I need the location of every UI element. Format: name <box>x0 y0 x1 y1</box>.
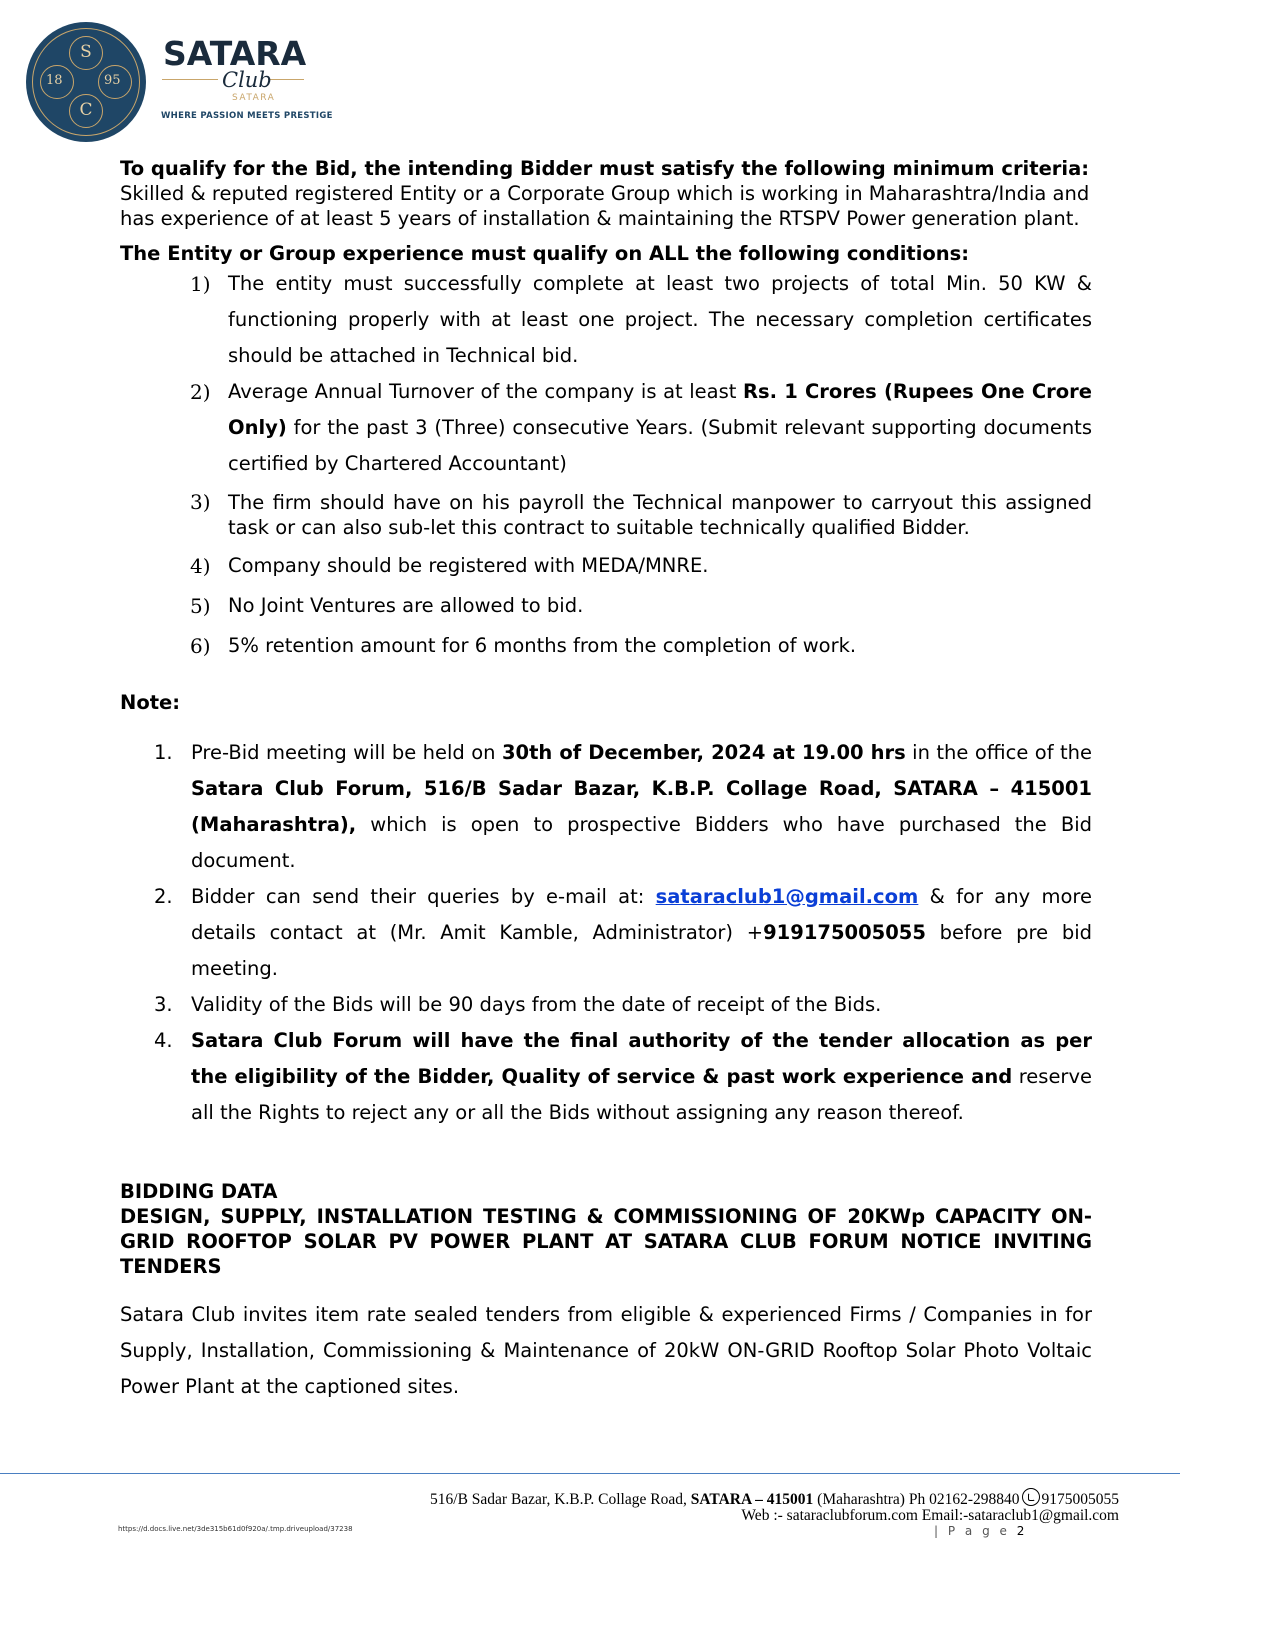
condition-item <box>120 588 1092 624</box>
conditions-heading: The Entity or Group experience must qualify on ALL the following conditions: <box>120 242 970 265</box>
condition-text: No Joint Ventures are allowed to bid. <box>228 594 584 617</box>
logo-year-right: 95 <box>104 73 121 88</box>
logo-title: SATARA <box>163 34 307 73</box>
condition-text: Company should be registered with MEDA/MNRE. <box>228 554 709 577</box>
condition-item <box>120 266 1092 374</box>
footer-file-path: https://d.docs.live.net/3de315b61d0f920a/.tmp.driveupload/37238 <box>118 1525 353 1533</box>
note-item <box>120 879 1092 987</box>
authority-statement: Satara Club Forum will have the final authority of the tender allocation as per the eligibility of the Bidder, Quality of service & past work experience and <box>191 1028 1092 1088</box>
note-number: 3. <box>154 992 173 1016</box>
logo-emblem <box>26 22 146 142</box>
criteria-heading: To qualify for the Bid, the intending Bidder must satisfy the following minimum criteria: <box>120 157 1090 180</box>
page-number <box>934 1524 1027 1538</box>
footer-city-pin: SATARA – 415001 <box>690 1491 814 1508</box>
email-link[interactable]: sataraclub1@gmail.com <box>655 884 919 908</box>
note-text: Bidder can send their queries by e-mail at: <box>191 884 656 908</box>
page-number-value: 2 <box>1016 1524 1028 1538</box>
bidding-heading-block <box>120 1179 1092 1279</box>
whatsapp-icon <box>1022 1488 1040 1506</box>
logo-club: Club <box>222 68 272 92</box>
note-text: in the office of the <box>905 740 1092 764</box>
condition-text: The entity must successfully complete at least two projects of total Min. 50 KW & functioning properly with at least one project. The necessary completion certificates should be attached in Technical bid. <box>228 272 1092 367</box>
page-label: | P a g e <box>934 1524 1010 1538</box>
note-number: 4. <box>154 1028 173 1052</box>
condition-number: 6) <box>190 634 211 658</box>
bidding-heading: BIDDING DATA <box>120 1179 278 1203</box>
note-number: 2. <box>154 884 173 908</box>
note-item <box>120 735 1092 879</box>
note-text: before pre bid meeting. <box>191 920 1092 980</box>
condition-text: 5% retention amount for 6 months from the completion of work. <box>228 634 857 657</box>
conditions-list <box>120 266 1092 664</box>
logo-rule-left <box>162 79 218 80</box>
note-text: reserve all the Rights to reject any or all the Bids without assigning any reason thereof. <box>191 1064 1092 1124</box>
condition-text: Average Annual Turnover of the company is at least <box>228 380 744 403</box>
condition-number: 3) <box>190 490 211 514</box>
footer-mobile: 9175005055 <box>1041 1491 1119 1508</box>
condition-item <box>120 628 1092 664</box>
note-text: & for any more details contact at (Mr. Amit Kamble, Administrator) + <box>191 884 1092 944</box>
footer-address <box>430 1488 1119 1509</box>
club-logo <box>26 22 356 142</box>
note-number: 1. <box>154 740 173 764</box>
footer-address-text: 516/B Sadar Bazar, K.B.P. Collage Road, <box>430 1491 691 1508</box>
note-text: which is open to prospective Bidders who have purchased the Bid document. <box>191 812 1092 872</box>
document-body <box>120 156 1092 1405</box>
condition-number: 5) <box>190 594 211 618</box>
note-list <box>120 735 1092 1131</box>
condition-number: 1) <box>190 272 211 296</box>
criteria-text: Skilled & reputed registered Entity or a Corporate Group which is working in Maharashtra/India and has experience of at least 5 years of installation & maintaining the RTSPV Power generation plant. <box>120 182 1090 230</box>
meeting-address: Satara Club Forum, 516/B Sadar Bazar, K.B.P. Collage Road, SATARA – 415001 (Maharashtra), <box>191 776 1092 836</box>
condition-text-rest: for the past 3 (Three) consecutive Years. (Submit relevant supporting documents certified by Chartered Accountant) <box>228 416 1092 475</box>
note-text: Validity of the Bids will be 90 days from the date of receipt of the Bids. <box>191 992 882 1016</box>
note-text: Pre-Bid meeting will be held on <box>191 740 502 764</box>
logo-letter-s: S <box>69 36 103 70</box>
footer-phone: (Maharashtra) Ph 02162-298840 <box>813 1491 1020 1508</box>
note-heading: Note: <box>120 691 181 714</box>
bidding-subheading: DESIGN, SUPPLY, INSTALLATION TESTING & COMMISSIONING OF 20KWp CAPACITY ON-GRID ROOFTOP SOLAR PV POWER PLANT AT SATARA CLUB FORUM NOTICE INVITING TENDERS <box>120 1204 1092 1278</box>
logo-year-left: 18 <box>46 73 63 88</box>
meeting-date: 30th of December, 2024 at 19.00 hrs <box>501 740 906 764</box>
condition-item <box>120 490 1092 540</box>
turnover-amount: Rs. 1 Crores (Rupees One Crore Only) <box>228 380 1092 439</box>
footer-web: Web :- sataraclubforum.com Email:-sataraclub1@gmail.com <box>741 1507 1119 1524</box>
bidding-text: Satara Club invites item rate sealed tenders from eligible & experienced Firms / Companies in for Supply, Installation, Commissioning & Maintenance of 20kW ON-GRID Rooftop Solar Photo Voltaic Power Plant at the captioned sites. <box>120 1302 1092 1398</box>
footer-divider <box>0 1473 1180 1474</box>
condition-item <box>120 374 1092 482</box>
contact-phone: 919175005055 <box>763 920 926 944</box>
note-item <box>120 987 1092 1023</box>
logo-tagline: WHERE PASSION MEETS PRESTIGE <box>161 111 333 121</box>
condition-number: 2) <box>190 380 211 404</box>
logo-city: SATARA <box>232 93 276 103</box>
condition-item <box>120 548 1092 584</box>
logo-letter-c: C <box>69 94 103 128</box>
condition-number: 4) <box>190 554 211 578</box>
logo-rule-right <box>268 79 304 80</box>
condition-text: The firm should have on his payroll the Technical manpower to carryout this assigned task or can also sub-let this contract to suitable technically qualified Bidder. <box>228 491 1092 539</box>
note-item <box>120 1023 1092 1131</box>
